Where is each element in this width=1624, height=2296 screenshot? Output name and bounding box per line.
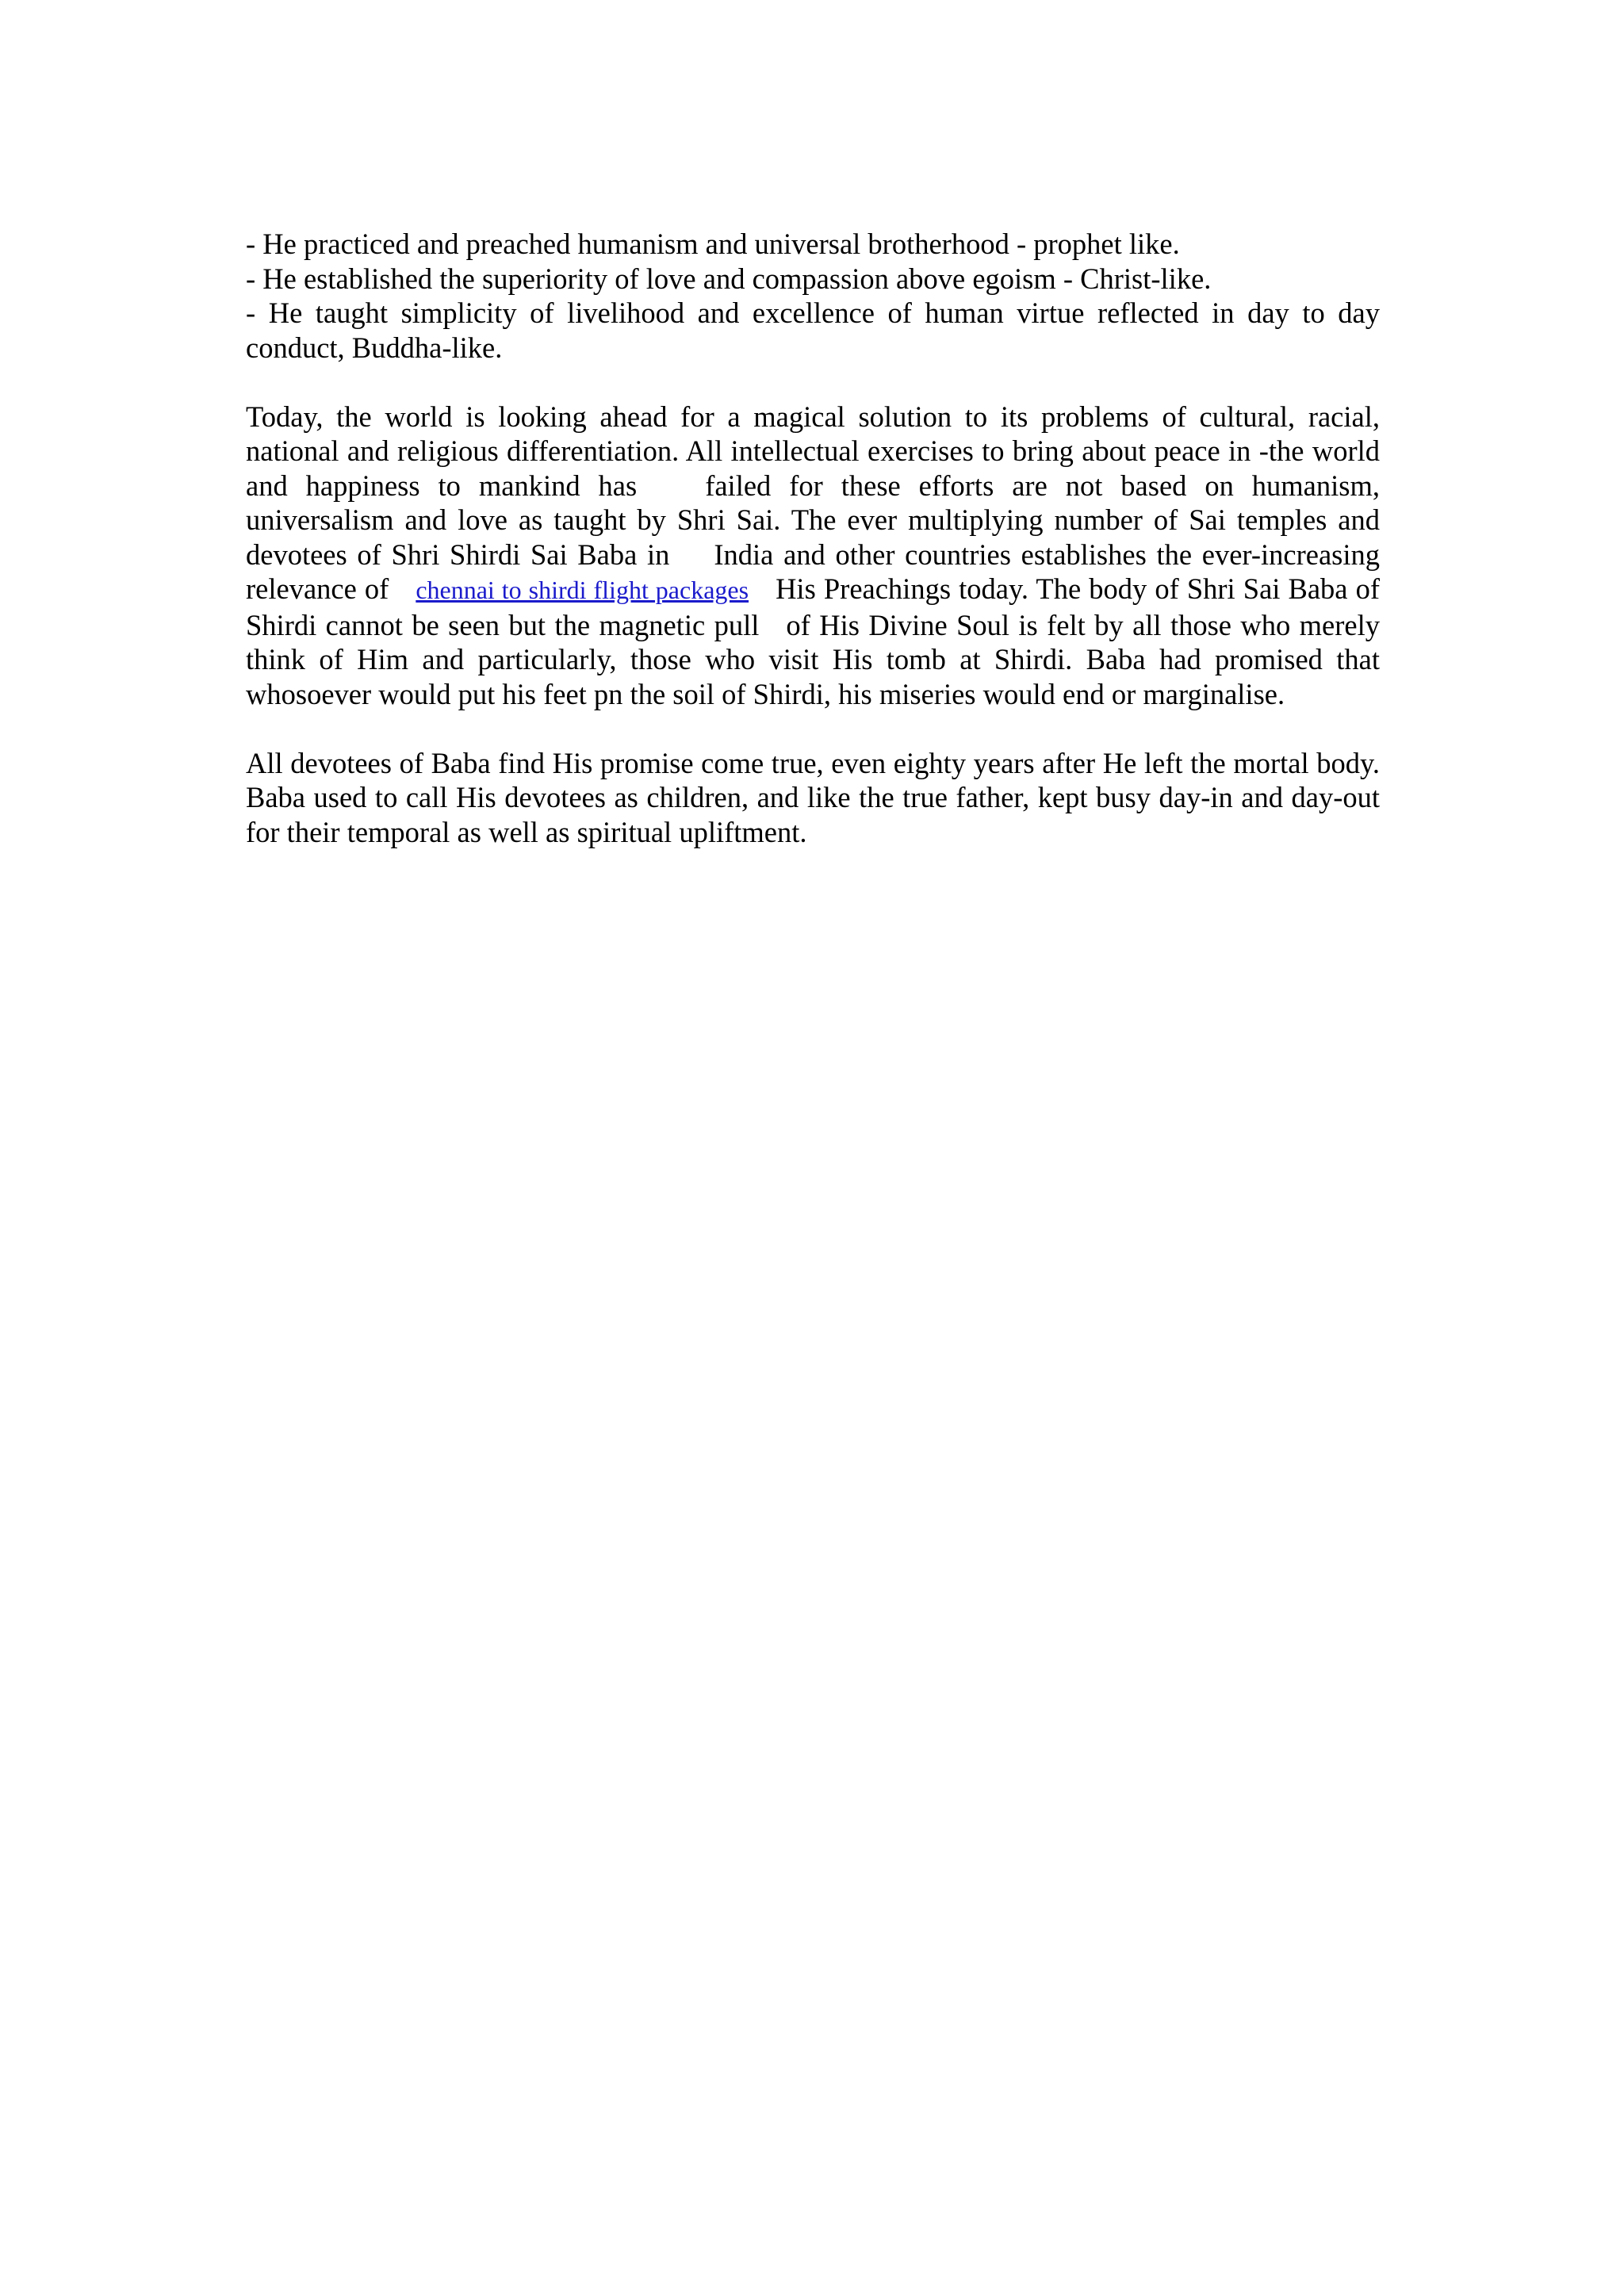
bullet-love-compassion: - He established the superiority of love and compassion above egoism - Christ-like.	[246, 262, 1212, 295]
paragraph-world-peace	[246, 400, 1380, 712]
paragraph-text: failed for these efforts are not based on humanism, universalism and love as taught by Shri Sai. The ever multiplying number of Sai temples and devotees of Shri Shirdi Sai Baba in	[246, 469, 1380, 571]
paragraph-devotees: All devotees of Baba find His promise come true, even eighty years after He left the mortal body. Baba used to call His devotees as children, and like the true father, kept busy day-in and day-out for their temporal as well as spiritual upliftment.	[246, 746, 1380, 848]
flight-packages-link[interactable]: chennai to shirdi flight packages	[416, 576, 749, 604]
paragraph-text: His Preachings today. The body of Shri Sai Baba of Shirdi cannot be seen but the magnetic pull	[246, 572, 1381, 641]
paragraph-text: of His Divine Soul is felt by all those who merely think of Him and particularly, those who visit His tomb at Shirdi. Baba had promised that whosoever would put his feet pn the soil of Shirdi, his miseries would end or marginalise.	[246, 608, 1380, 710]
bullet-simplicity: - He taught simplicity of livelihood and excellence of human virtue reflected in day to day conduct, Buddha-like.	[246, 297, 1380, 364]
paragraph-text: India and other countries establishes the ever-increasing relevance of	[246, 538, 1380, 605]
paragraph-text: Today, the world is looking ahead for a magical solution to its problems of cultural, racial, national and religious differentiation. All intellectual exercises to bring about peace in -the world and happiness to mankind has	[246, 400, 1380, 502]
document-page	[246, 227, 1380, 849]
bullet-list	[246, 227, 1380, 365]
bullet-humanism: - He practiced and preached humanism and universal brotherhood - prophet like.	[246, 228, 1180, 260]
